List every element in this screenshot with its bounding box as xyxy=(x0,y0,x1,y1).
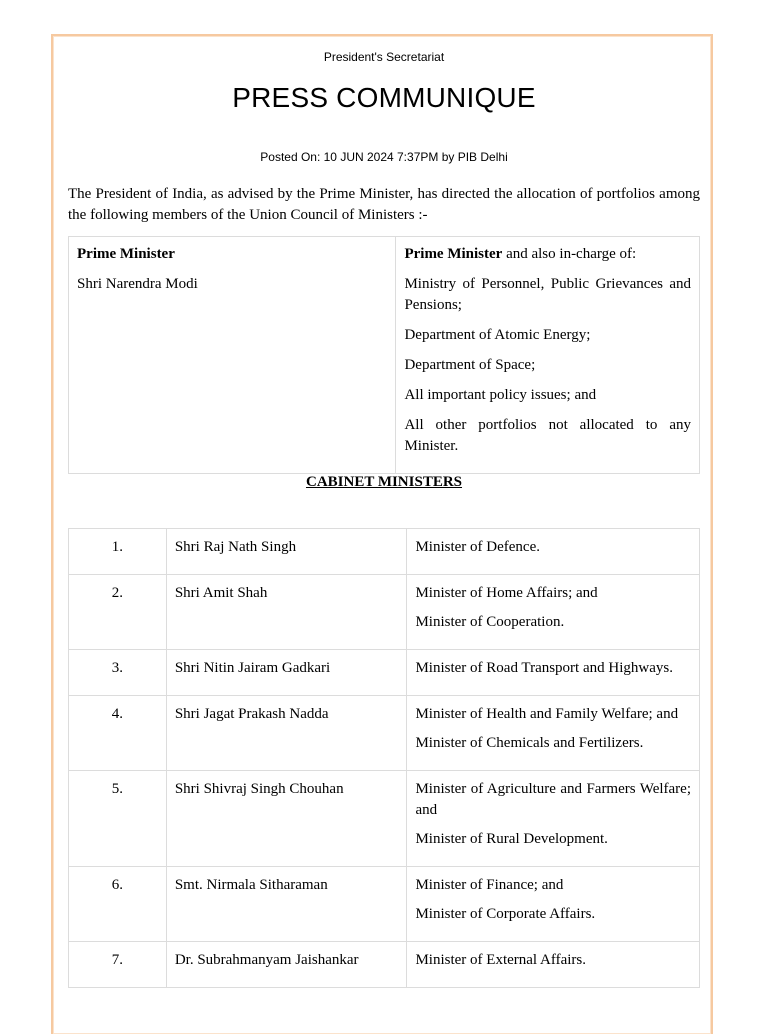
prime-minister-heading: Prime Minister xyxy=(77,246,175,262)
portfolio-item: Department of Space; xyxy=(404,357,536,373)
minister-name: Shri Amit Shah xyxy=(166,575,407,650)
prime-minister-table xyxy=(68,236,700,474)
row-number: 5. xyxy=(69,771,167,867)
portfolio-item: Department of Atomic Energy; xyxy=(404,327,591,343)
cabinet-ministers-table xyxy=(68,528,700,988)
table-row xyxy=(69,771,700,867)
minister-name: Shri Nitin Jairam Gadkari xyxy=(166,650,407,696)
minister-portfolio xyxy=(407,942,700,988)
table-row xyxy=(69,575,700,650)
minister-portfolio xyxy=(407,575,700,650)
row-number: 6. xyxy=(69,867,167,942)
portfolio-item: All important policy issues; and xyxy=(404,387,597,403)
portfolio-item: Ministry of Personnel, Public Grievances and Pensions; xyxy=(404,276,691,313)
prime-minister-name-cell xyxy=(69,237,396,474)
minister-name: Shri Raj Nath Singh xyxy=(166,529,407,575)
table-row xyxy=(69,650,700,696)
minister-name: Smt. Nirmala Sitharaman xyxy=(166,867,407,942)
row-number: 2. xyxy=(69,575,167,650)
prime-minister-row xyxy=(69,237,700,474)
row-number: 3. xyxy=(69,650,167,696)
page-title: PRESS COMMUNIQUE xyxy=(232,82,536,113)
portfolio-item: Minister of Rural Development. xyxy=(415,831,608,847)
minister-name: Dr. Subrahmanyam Jaishankar xyxy=(166,942,407,988)
portfolio-item: Minister of Home Affairs; and xyxy=(415,585,598,601)
minister-portfolio xyxy=(407,696,700,771)
prime-minister-portfolio-heading: Prime Minister and also in-charge of: xyxy=(404,246,637,262)
prime-minister-portfolio-cell xyxy=(396,237,700,474)
table-row xyxy=(69,867,700,942)
minister-name: Shri Jagat Prakash Nadda xyxy=(166,696,407,771)
portfolio-item: Minister of Health and Family Welfare; and xyxy=(415,706,679,722)
row-number: 7. xyxy=(69,942,167,988)
portfolio-item: Minister of Agriculture and Farmers Welfare; and xyxy=(415,781,691,818)
minister-portfolio xyxy=(407,529,700,575)
cabinet-ministers-heading: CABINET MINISTERS xyxy=(305,474,463,490)
table-row xyxy=(69,942,700,988)
prime-minister-name: Shri Narendra Modi xyxy=(77,276,198,292)
row-number: 4. xyxy=(69,696,167,771)
portfolio-item: Minister of Defence. xyxy=(415,539,541,555)
portfolio-item: Minister of External Affairs. xyxy=(415,952,586,968)
portfolio-item: Minister of Cooperation. xyxy=(415,614,565,630)
portfolio-item: All other portfolios not allocated to any Minister. xyxy=(404,417,691,454)
table-row xyxy=(69,529,700,575)
portfolio-item: Minister of Chemicals and Fertilizers. xyxy=(415,735,644,751)
minister-name: Shri Shivraj Singh Chouhan xyxy=(166,771,407,867)
row-number: 1. xyxy=(69,529,167,575)
intro-paragraph: The President of India, as advised by the Prime Minister, has directed the allocation of portfolios among the following members of the Union Council of Ministers :- xyxy=(68,186,700,223)
portfolio-item: Minister of Corporate Affairs. xyxy=(415,906,596,922)
portfolio-item: Minister of Finance; and xyxy=(415,877,564,893)
posted-date: Posted On: 10 JUN 2024 7:37PM by PIB Delhi xyxy=(260,150,508,164)
portfolio-item: Minister of Road Transport and Highways. xyxy=(415,660,673,676)
secretariat-label: President's Secretariat xyxy=(323,50,445,64)
minister-portfolio xyxy=(407,650,700,696)
minister-portfolio xyxy=(407,867,700,942)
table-row xyxy=(69,696,700,771)
minister-portfolio xyxy=(407,771,700,867)
